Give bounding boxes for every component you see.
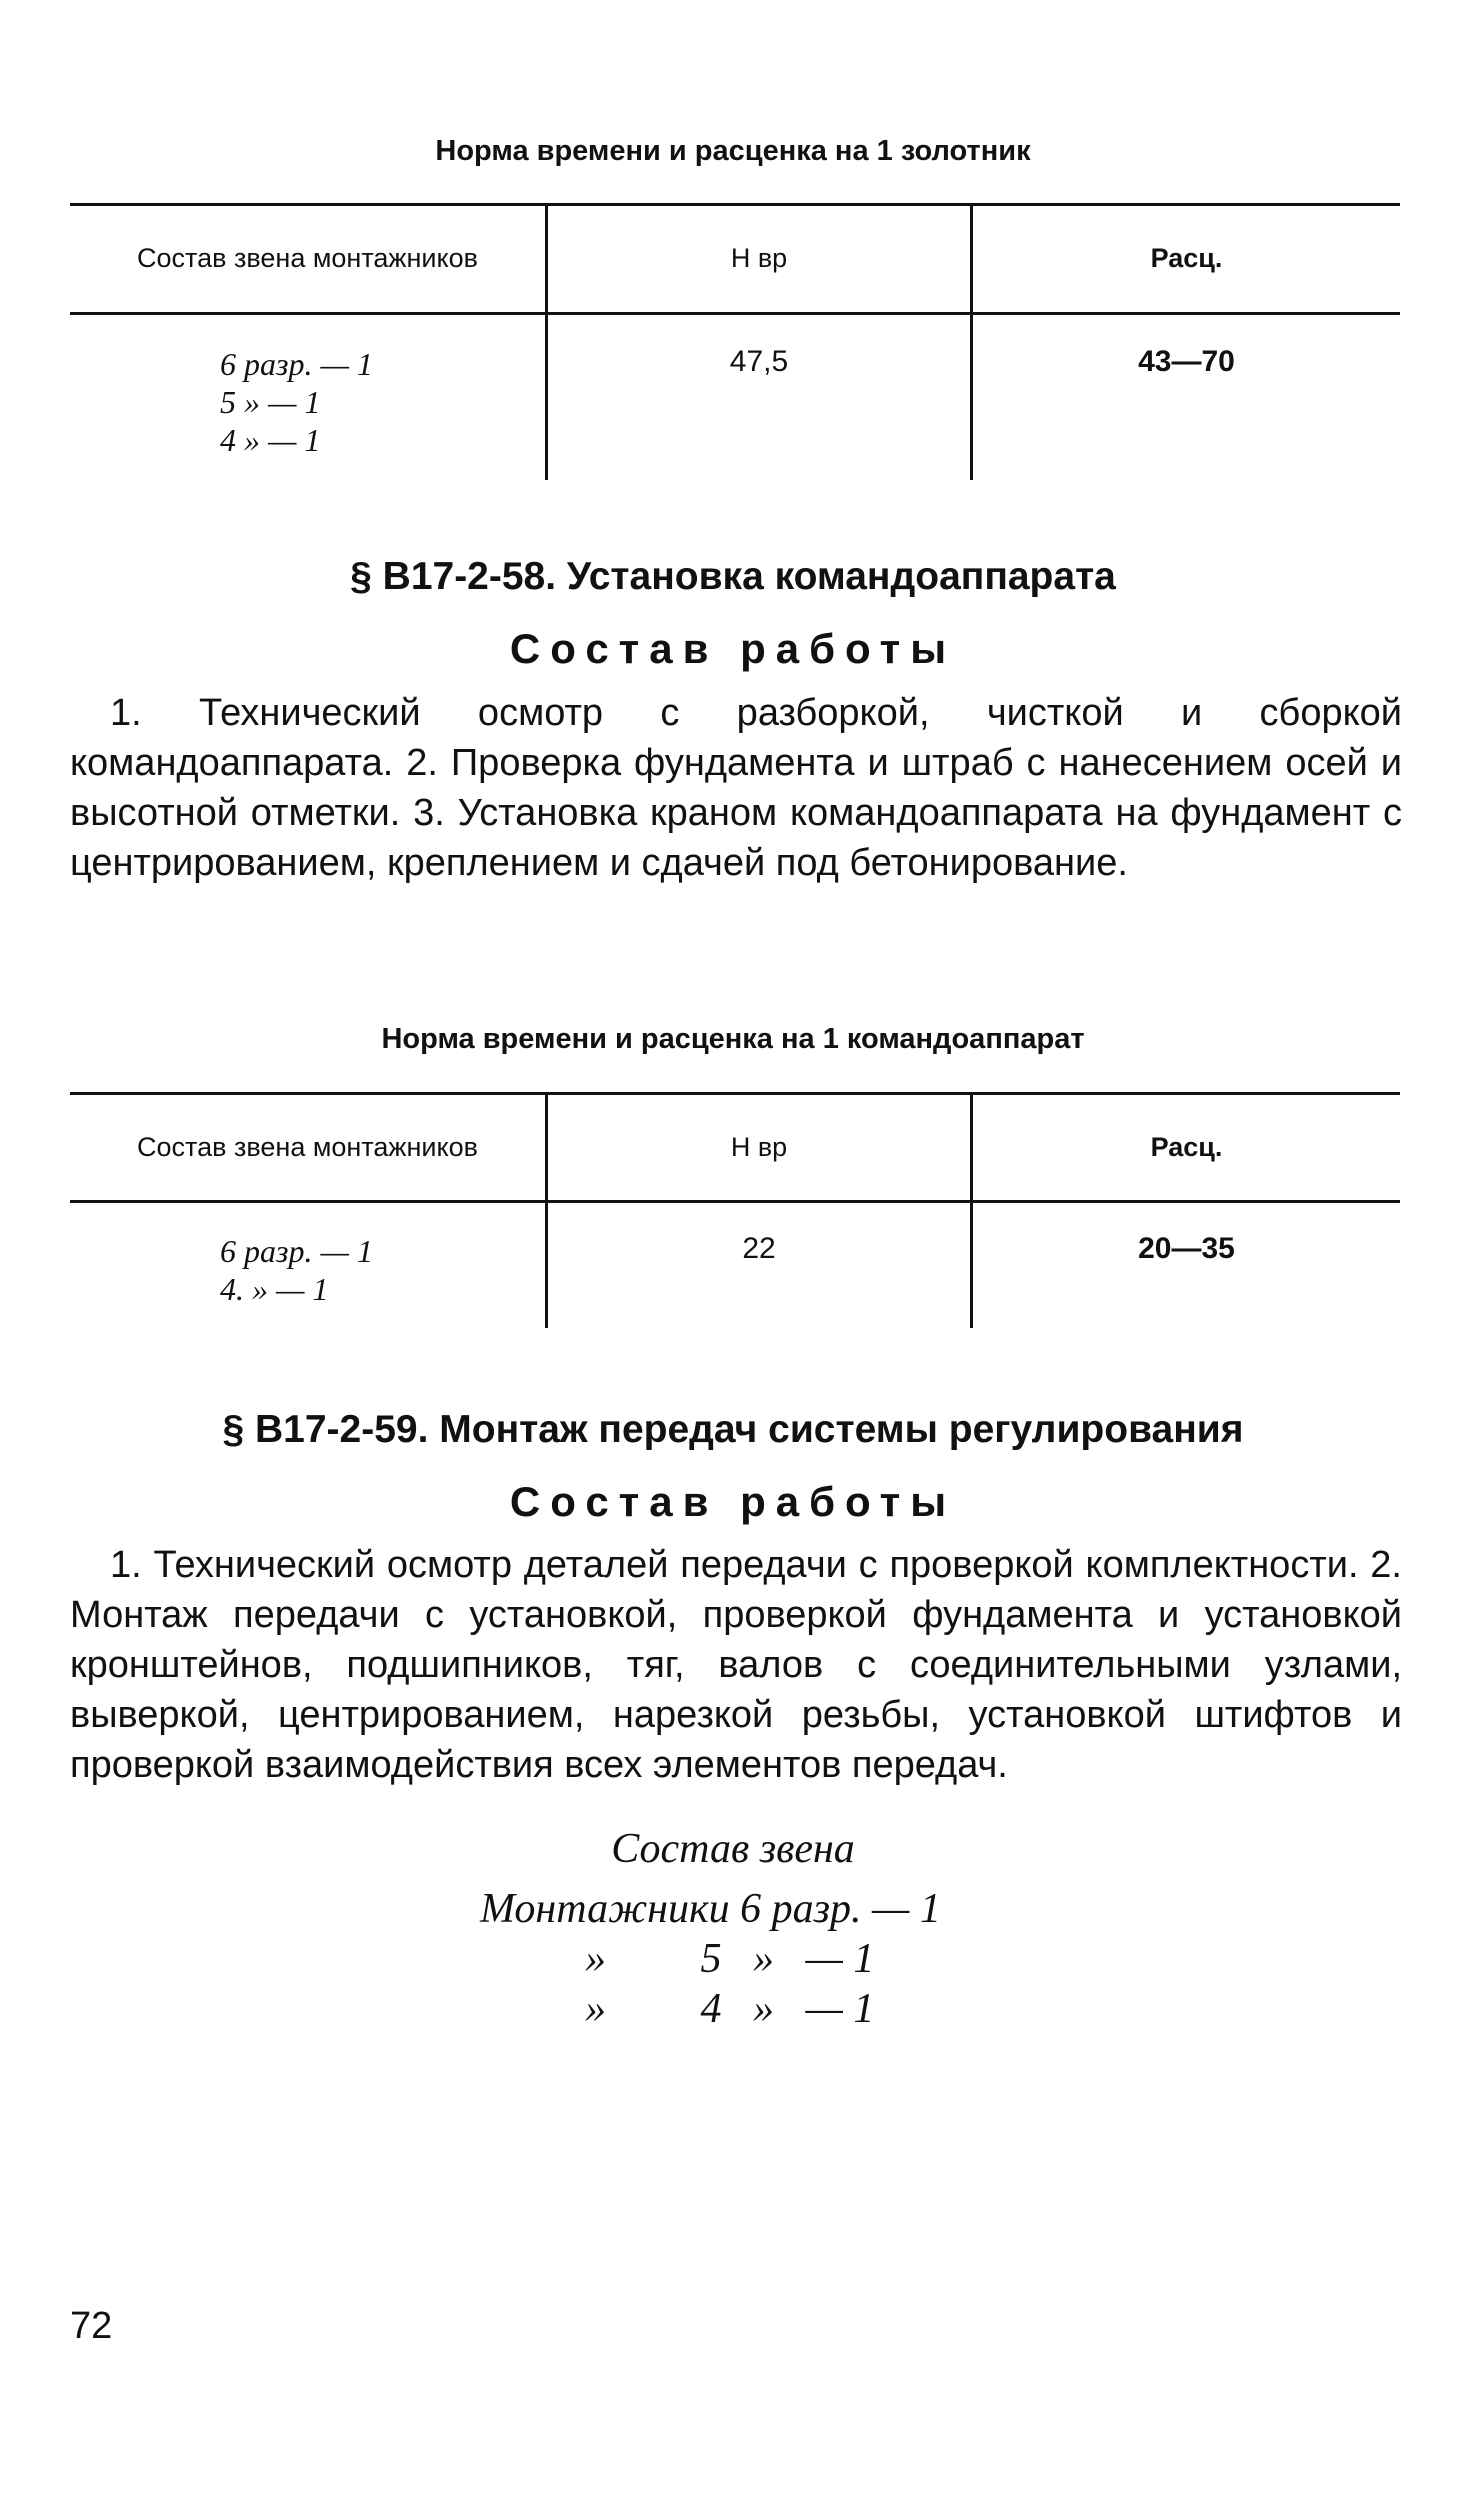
table-2-divider-1 bbox=[545, 1094, 548, 1328]
table-1-header-rate: Расц. bbox=[1150, 243, 1223, 273]
table-1-rate-value: 43—70 bbox=[1138, 345, 1235, 378]
section-59-title: § В17-2-59. Монтаж передач системы регулирования bbox=[222, 1408, 1244, 1451]
section-59-text: 1. Технический осмотр деталей передачи с проверкой комплектности. 2. Монтаж передачи с установкой, проверкой фундамента и установкой кронштейнов, подшипников, тяг, валов с соединительными узлами, выверкой, центрированием, нарезкой резьбы, установкой штифтов и проверкой взаимодействия всех элементов передач. bbox=[70, 1544, 1402, 1786]
table-1-crew-row: 5 » — 1 bbox=[220, 384, 321, 420]
table-2-header-crew: Состав звена монтажников bbox=[137, 1132, 478, 1162]
table-2-divider-2 bbox=[970, 1094, 973, 1328]
table-2-rate-value: 20—35 bbox=[1138, 1232, 1235, 1265]
page-number: 72 bbox=[70, 2305, 113, 2347]
table-2-nvr-value: 22 bbox=[742, 1232, 776, 1265]
section-59-crew-line: » 4 » — 1 bbox=[585, 1986, 875, 2032]
table-2-header-nvr: Н вр bbox=[730, 1132, 788, 1162]
table-1-header-rule bbox=[70, 312, 1400, 315]
section-59-crew-heading: Состав звена bbox=[611, 1826, 855, 1872]
table-2-header-rate: Расц. bbox=[1150, 1132, 1223, 1162]
section-59-crew-line: Монтажники 6 разр. — 1 bbox=[480, 1886, 941, 1932]
table-2-header-rule bbox=[70, 1200, 1400, 1203]
table-2-top-rule bbox=[70, 1092, 1400, 1095]
table-2-crew-row: 4. » — 1 bbox=[220, 1271, 329, 1307]
table-1-nvr-value: 47,5 bbox=[729, 345, 789, 378]
section-58-title: § В17-2-58. Установка командоаппарата bbox=[350, 555, 1116, 598]
table-2-crew-list bbox=[220, 1232, 520, 1308]
section-59-subtitle: Состав работы bbox=[509, 1478, 957, 1525]
table-1-crew-list bbox=[220, 345, 520, 459]
table-1-crew-row: 4 » — 1 bbox=[220, 422, 321, 458]
table-2-crew-row: 6 разр. — 1 bbox=[220, 1233, 373, 1269]
table-1-top-rule bbox=[70, 203, 1400, 206]
table-1-header-nvr: Н вр bbox=[730, 243, 788, 273]
table-1-header-crew: Состав звена монтажников bbox=[137, 243, 478, 273]
section-58-subtitle: Состав работы bbox=[509, 625, 957, 672]
table-2-caption: Норма времени и расценка на 1 командоаппарат bbox=[381, 1023, 1085, 1055]
table-1-caption: Норма времени и расценка на 1 золотник bbox=[435, 135, 1031, 167]
section-58-text: 1. Технический осмотр с разборкой, чисткой и сборкой командоаппарата. 2. Проверка фундамента и штраб с нанесением осей и высотной отметки. 3. Установка краном командоаппарата на фундамент с центрированием, креплением и сдачей под бетонирование. bbox=[70, 692, 1402, 884]
table-1-crew-row: 6 разр. — 1 bbox=[220, 346, 373, 382]
section-59-crew-line: » 5 » — 1 bbox=[585, 1936, 875, 1982]
